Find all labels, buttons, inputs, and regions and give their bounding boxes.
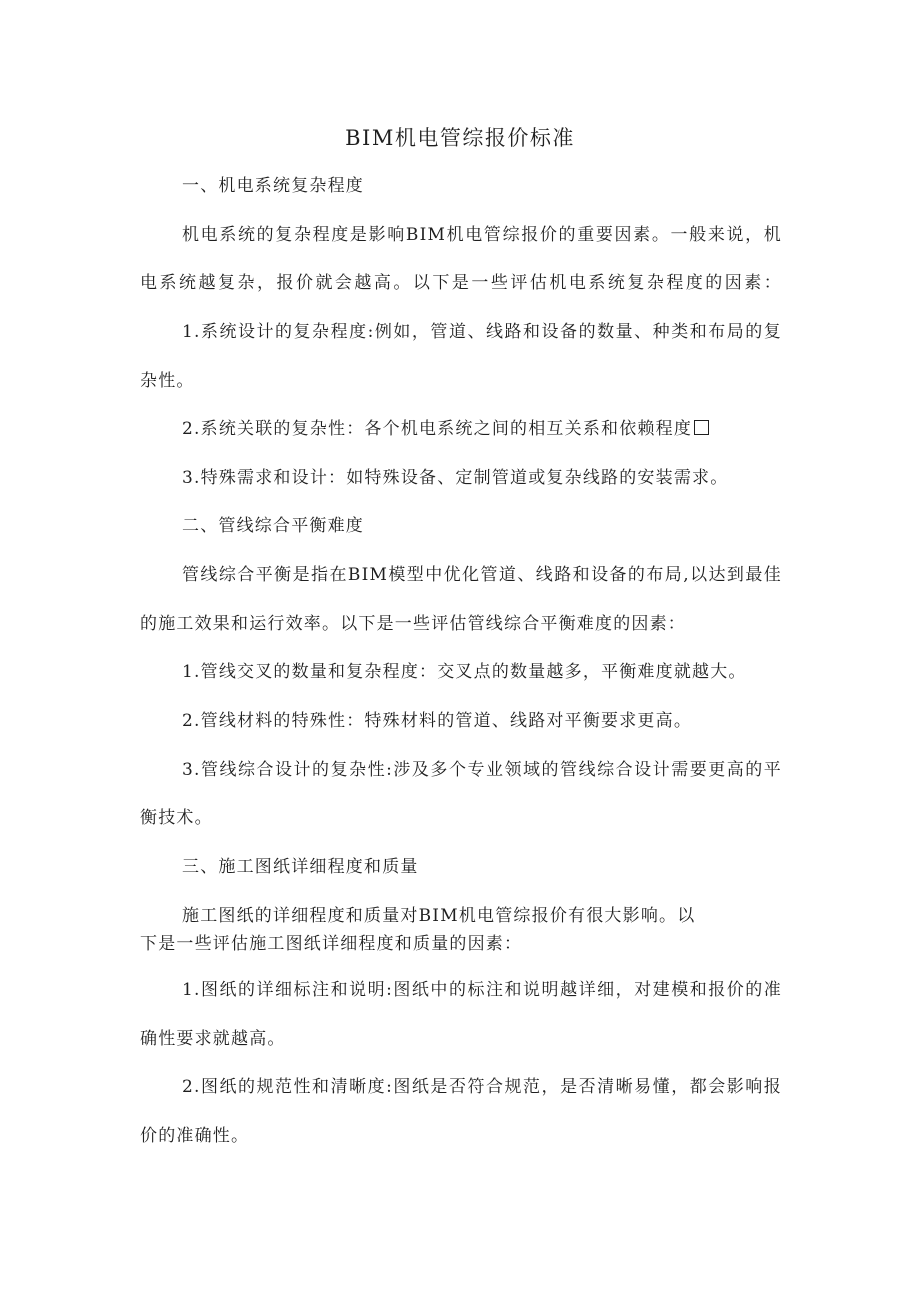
document-title: BIM机电管综报价标准 <box>345 126 575 150</box>
paragraph-line: 管线综合平衡是指在BIM模型中优化管道、线路和设备的布局,以达到最佳 <box>182 565 782 585</box>
paragraph-line: 下是一些评估施工图纸详细程度和质量的因素： <box>140 934 523 954</box>
list-item: 3.特殊需求和设计：如特殊设备、定制管道或复杂线路的安装需求。 <box>182 468 729 488</box>
list-item-line: 衡技术。 <box>140 808 213 828</box>
section-heading-3: 三、施工图纸详细程度和质量 <box>182 857 419 877</box>
paragraph-line: 的施工效果和运行效率。以下是一些评估管线综合平衡难度的因素： <box>140 614 686 634</box>
list-item-line: 2.图纸的规范性和清晰度:图纸是否符合规范，是否清晰易懂，都会影响报 <box>182 1077 782 1097</box>
section-heading-2: 二、管线综合平衡难度 <box>182 516 364 536</box>
list-item-line: 3.管线综合设计的复杂性:涉及多个专业领域的管线综合设计需要更高的平 <box>182 760 782 780</box>
missing-glyph-box <box>694 420 709 435</box>
list-item-line: 确性要求就越高。 <box>140 1029 286 1049</box>
list-item-line: 1.系统设计的复杂程度:例如，管道、线路和设备的数量、种类和布局的复 <box>182 322 782 342</box>
paragraph-line: 机电系统的复杂程度是影响BIM机电管综报价的重要因素。一般来说，机 <box>182 225 782 245</box>
list-item-line: 价的准确性。 <box>140 1126 250 1146</box>
list-item-line: 杂性。 <box>140 371 195 391</box>
section-heading-1: 一、机电系统复杂程度 <box>182 176 364 196</box>
list-item: 1.管线交叉的数量和复杂程度：交叉点的数量越多，平衡难度就越大。 <box>182 662 747 682</box>
paragraph-line: 施工图纸的详细程度和质量对BIM机电管综报价有很大影响。以 <box>182 906 696 926</box>
list-item: 2.管线材料的特殊性：特殊材料的管道、线路对平衡要求更高。 <box>182 711 693 731</box>
list-item-text: 2.系统关联的复杂性：各个机电系统之间的相互关系和依赖程度 <box>182 419 693 439</box>
list-item-line: 1.图纸的详细标注和说明:图纸中的标注和说明越详细，对建模和报价的准 <box>182 980 782 1000</box>
list-item <box>182 418 709 440</box>
paragraph-line: 电系统越复杂，报价就会越高。以下是一些评估机电系统复杂程度的因素： <box>140 273 782 293</box>
